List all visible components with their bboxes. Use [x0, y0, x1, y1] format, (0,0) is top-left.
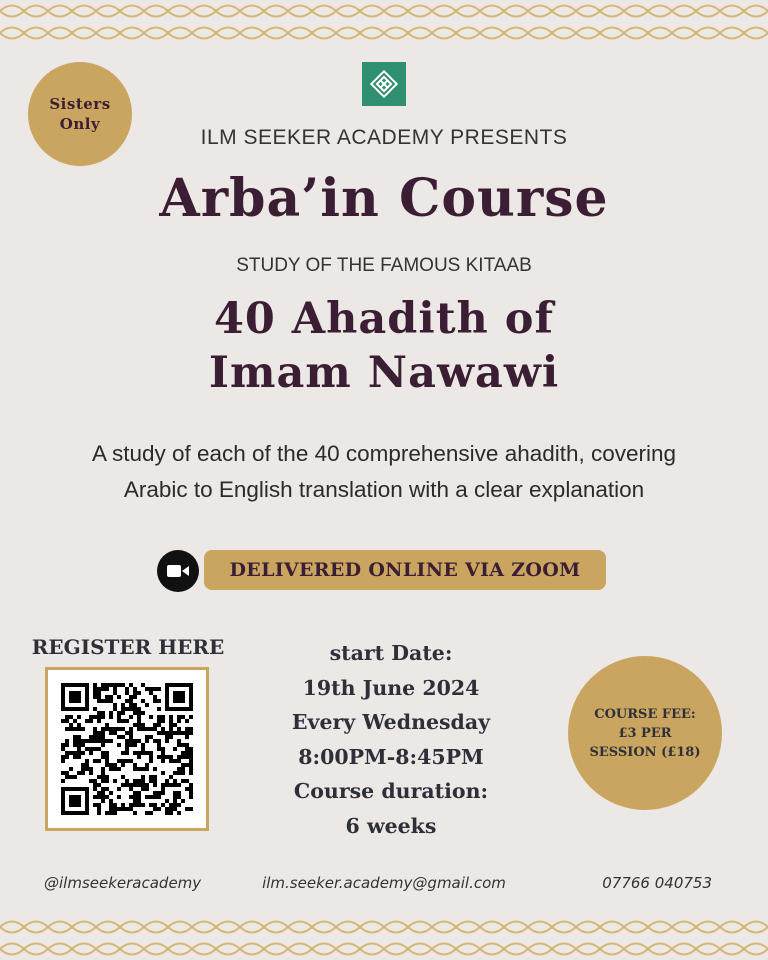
sisters-only-badge — [28, 62, 132, 166]
course-description — [30, 436, 738, 508]
fee-line2: £3 PER — [618, 725, 672, 741]
decorative-border-bottom — [0, 916, 768, 960]
academy-logo-icon — [362, 62, 406, 106]
description-line1: A study of each of the 40 comprehensive ahadith, covering — [91, 441, 677, 466]
session-time: 8:00PM-8:45PM — [298, 744, 484, 769]
course-subtitle: STUDY OF THE FAMOUS KITAAB — [236, 255, 532, 276]
kitaab-title — [0, 292, 768, 400]
registration-qr-code[interactable] — [45, 667, 209, 831]
course-schedule — [250, 636, 532, 843]
sisters-badge-line2: Only — [59, 115, 101, 133]
contact-phone[interactable]: 07766 040753 — [602, 874, 712, 892]
presents-line: ILM SEEKER ACADEMY PRESENTS — [200, 126, 568, 149]
description-line2: Arabic to English translation with a clear explanation — [123, 477, 645, 502]
decorative-border-top — [0, 0, 768, 44]
qr-code-icon — [61, 683, 193, 815]
duration-label: Course duration: — [293, 779, 489, 803]
register-heading: REGISTER HERE — [31, 635, 225, 659]
start-date-label: start Date: — [329, 641, 453, 665]
delivery-banner: DELIVERED ONLINE VIA ZOOM — [204, 550, 606, 590]
duration-value: 6 weeks — [345, 813, 437, 838]
session-day: Every Wednesday — [291, 710, 491, 734]
course-fee-badge — [568, 656, 722, 810]
fee-line3: SESSION (£18) — [589, 744, 701, 760]
social-handle[interactable]: @ilmseekeracademy — [44, 874, 202, 892]
video-camera-icon — [157, 550, 199, 592]
sisters-badge-line1: Sisters — [49, 94, 111, 113]
contact-email[interactable]: ilm.seeker.academy@gmail.com — [262, 874, 506, 892]
course-title: Arba’in Course — [159, 168, 609, 229]
fee-line1: COURSE FEE: — [594, 706, 696, 722]
kitaab-title-line1: 40 Ahadith of — [214, 294, 554, 344]
kitaab-title-line2: Imam Nawawi — [208, 348, 560, 398]
start-date: 19th June 2024 — [302, 675, 480, 700]
